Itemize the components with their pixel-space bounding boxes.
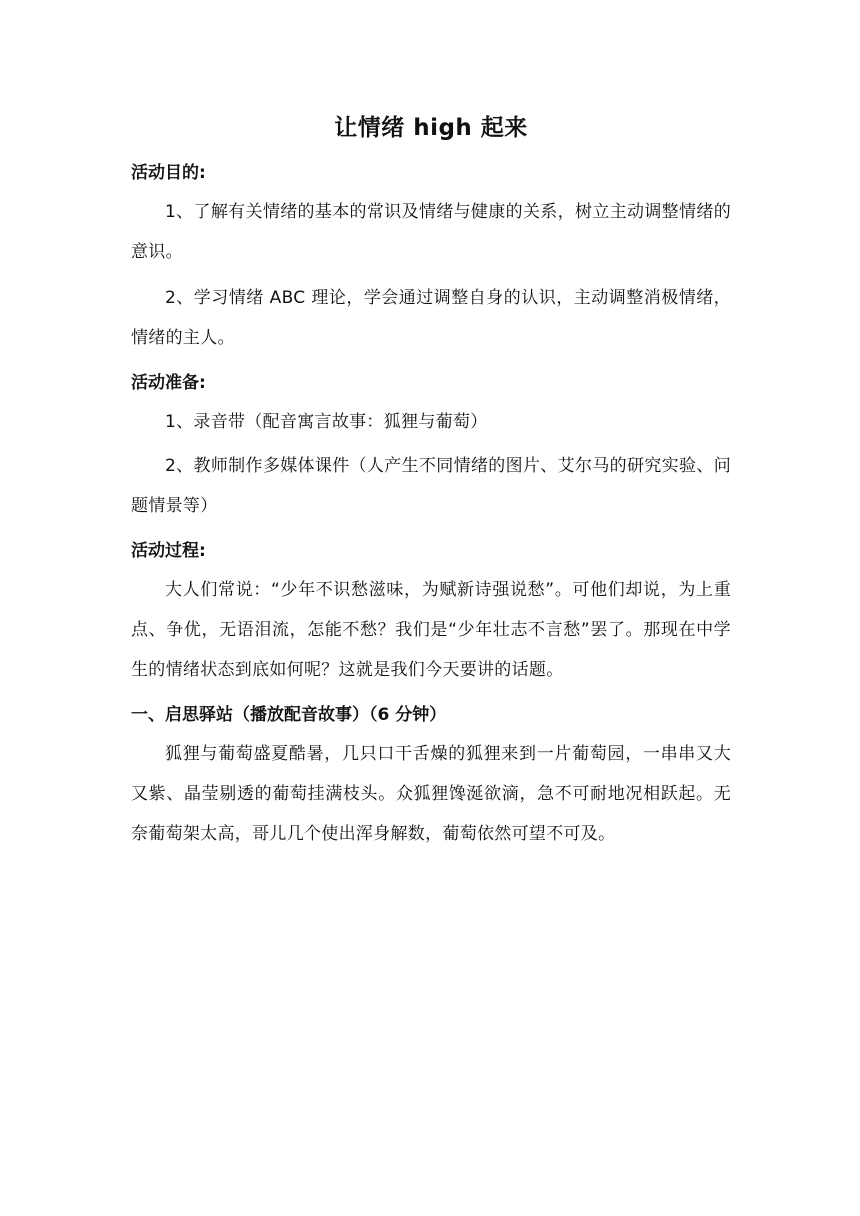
section-heading: 活动目的: [131,163,206,183]
paragraph: 狐狸与葡萄盛夏酷暑，几只口干舌燥的狐狸来到一片葡萄园，一串串又大又紫、晶莹剔透的葡萄挂满枝头。众狐狸馋涎欲滴，急不可耐地况相跃起。无奈葡萄架太高，哥儿几个使出浑身解数，葡萄依然可望不可及。 [131,744,731,844]
section-story [131,696,731,854]
section-heading: 一、启思驿站（播放配音故事）（6 分钟） [131,705,447,725]
paragraph: 2、教师制作多媒体课件（人产生不同情绪的图片、艾尔马的研究实验、问题情景等） [131,456,731,516]
document-content [131,108,731,860]
paragraph: 2、学习情绪 ABC 理论，学会通过调整自身的认识，主动调整消极情绪，情绪的主人。 [131,288,731,348]
section-heading: 活动过程: [131,541,206,561]
paragraph: 1、录音带（配音寓言故事：狐狸与葡萄） [165,412,488,432]
section-heading: 活动准备: [131,373,206,393]
section-preparation [131,364,731,526]
section-process [131,532,731,690]
paragraph: 1、了解有关情绪的基本的常识及情绪与健康的关系，树立主动调整情绪的意识。 [131,202,731,262]
section-purpose [131,154,731,358]
paragraph: 大人们常说：“少年不识愁滋味，为赋新诗强说愁”。可他们却说，为上重点、争优，无语泪流，怎能不愁？我们是“少年壮志不言愁”罢了。那现在中学生的情绪状态到底如何呢？这就是我们今天要讲的话题。 [131,580,731,680]
document-title: 让情绪 high 起来 [334,115,528,141]
